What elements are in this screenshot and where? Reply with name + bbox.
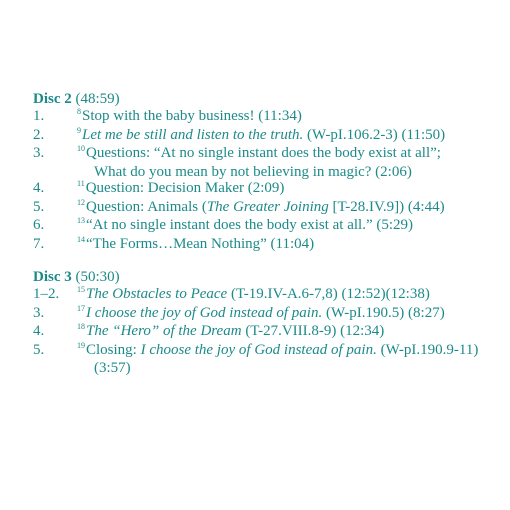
disc-3-duration: (50:30) <box>75 269 120 285</box>
track-title-text: (T-19.IV-A.6-7,8) (12:52)(12:38) <box>227 286 430 302</box>
track-text <box>77 286 478 305</box>
track-title-text: Questions: “At no single instant does the body exist at all”; <box>86 145 441 161</box>
track-text <box>77 199 445 218</box>
disc-2-heading <box>33 91 445 108</box>
track-index-superscript: 14 <box>77 234 85 244</box>
track-continuation: What do you mean by not believing in magic? (2:06) <box>94 163 412 180</box>
track-item <box>33 305 478 324</box>
track-item <box>33 236 445 255</box>
track-title-italic: I choose the joy of God instead of pain. <box>140 341 377 358</box>
disc-3-track-list <box>33 286 478 377</box>
track-index-superscript: 15 <box>77 285 85 294</box>
track-title-text: (W-pI.190.9-11) <box>376 341 479 358</box>
track-number: 7. <box>33 235 45 252</box>
track-text <box>77 236 445 255</box>
track-text <box>77 108 445 127</box>
disc-2-label: Disc 2 <box>33 91 72 107</box>
track-title-text: “The Forms…Mean Nothing” (11:04) <box>86 235 315 252</box>
track-index-superscript: 13 <box>77 216 85 225</box>
track-number: 5. <box>33 341 45 358</box>
track-title-italic: The Obstacles to Peace <box>86 286 228 302</box>
track-text <box>77 180 445 199</box>
track-index-superscript: 10 <box>77 144 85 153</box>
track-title-text: Closing: <box>86 341 141 358</box>
track-title-text: “At no single instant does the body exist at all.” (5:29) <box>86 217 414 233</box>
track-title-text: Stop with the baby business! (11:34) <box>82 108 302 124</box>
disc-3-label: Disc 3 <box>33 269 72 285</box>
track-text <box>77 323 478 342</box>
track-item <box>33 108 445 127</box>
track-title-text: Question: Animals ( <box>86 198 207 215</box>
track-title-text: Question: Decision Maker (2:09) <box>85 180 285 196</box>
track-item <box>33 323 478 342</box>
track-index-superscript: 19 <box>77 340 85 350</box>
track-title-italic: Let me be still and listen to the truth. <box>82 126 304 143</box>
track-text <box>77 342 478 377</box>
disc-3-section <box>33 269 478 377</box>
disc-3-heading <box>33 269 478 286</box>
track-item <box>33 127 445 146</box>
disc-2-section <box>33 91 445 254</box>
track-index-superscript: 18 <box>77 322 85 331</box>
disc-2-duration: (48:59) <box>75 91 120 107</box>
track-index-superscript: 9 <box>77 125 81 135</box>
track-title-italic: The “Hero” of the Dream <box>86 323 242 339</box>
track-text <box>77 217 445 236</box>
track-number: 5. <box>33 198 45 215</box>
track-item <box>33 217 445 236</box>
track-text <box>77 145 445 180</box>
track-title-text: [T-28.IV.9]) (4:44) <box>328 198 445 215</box>
track-number: 6. <box>33 217 45 233</box>
track-title-text: (W-pI.190.5) (8:27) <box>322 304 445 321</box>
track-item <box>33 342 478 377</box>
track-number: 2. <box>33 126 45 143</box>
track-number: 3. <box>33 145 45 161</box>
track-index-superscript: 12 <box>77 197 85 207</box>
track-title-italic: I choose the joy of God instead of pain. <box>86 304 323 321</box>
track-index-superscript: 8 <box>77 107 81 116</box>
track-continuation: (3:57) <box>94 360 131 376</box>
track-item <box>33 180 445 199</box>
track-title-italic: The Greater Joining <box>206 198 329 215</box>
track-item <box>33 145 445 180</box>
track-text <box>77 127 445 146</box>
track-number: 1. <box>33 108 45 124</box>
disc-2-track-list <box>33 108 445 254</box>
track-number: 4. <box>33 180 45 196</box>
track-item <box>33 199 445 218</box>
track-title-text: (T-27.VIII.8-9) (12:34) <box>241 323 385 339</box>
track-number: 3. <box>33 304 45 321</box>
track-text <box>77 305 478 324</box>
track-index-superscript: 11 <box>77 179 85 188</box>
track-number: 4. <box>33 323 45 339</box>
track-title-text: (W-pI.106.2-3) (11:50) <box>303 126 446 143</box>
track-item <box>33 286 478 305</box>
track-number: 1–2. <box>33 286 60 302</box>
track-index-superscript: 17 <box>77 303 85 313</box>
